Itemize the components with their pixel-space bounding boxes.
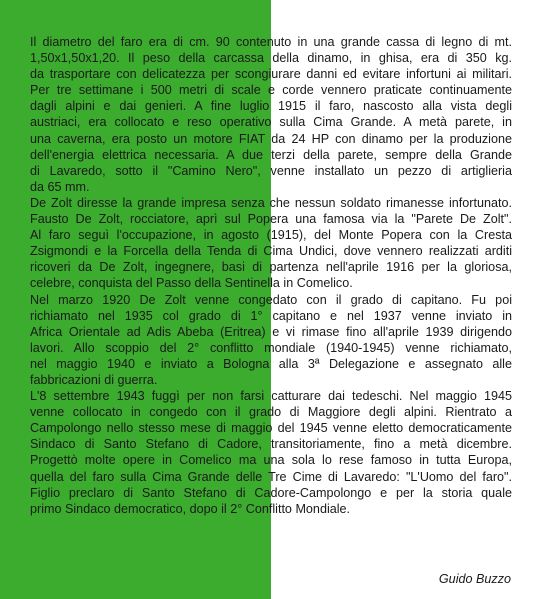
text-line: ricoveri da De Zolt, ingegnere, basi di partenza nell'aprile 1916 per la gloriosa, (30, 260, 512, 275)
text-line: una caverna, era posto un motore FIAT da 24 HP con dinamo per la produzione (30, 131, 512, 146)
paragraph-5 (30, 388, 512, 517)
text-line: Al faro seguì l'occupazione, in agosto (1915), del Monte Popera con la Cresta (30, 228, 512, 243)
text-line: primo Sindaco democratico, dopo il 2° Conflitto Mondiale. (30, 501, 351, 516)
paragraph-4 (30, 292, 512, 389)
paragraph-3 (30, 195, 512, 292)
text-line: venne collocato in congedo con il grado di Maggiore degli alpini. Rientrato a (30, 405, 512, 420)
text-line: di Lavaredo, sotto il "Camino Nero", venne installato un pezzo di artiglieria (30, 163, 512, 178)
text-line: da 65 mm. (30, 179, 90, 194)
text-line: De Zolt diresse la grande impresa senza che nessun soldato rimanesse infortunato. (30, 195, 512, 210)
text-line: Zsigmondi e la Forcella della Tenda di Cima Undici, dove vennero realizzati arditi (30, 244, 512, 259)
text-line: fabbricazioni di guerra. (30, 372, 158, 387)
text-line: Africa Orientale ad Adis Abeba (Eritrea) e vi rimase fino all'aprile 1939 dirigendo (30, 324, 512, 339)
text-line: dell'energia elettrica necessaria. A due terzi della parete, sempre della Grande (30, 147, 512, 162)
text-line: Nel marzo 1920 De Zolt venne congedato con il grado di capitano. Fu poi (30, 292, 512, 307)
text-line: quella del faro sulla Cima Grande delle Tre Cime di Lavaredo: "L'Uomo del faro". (30, 469, 512, 484)
text-line: Progettò molte opere in Comelico ma una sola lo rese famoso in tutta Europa, (30, 453, 512, 468)
text-line: lavori. Allo scoppio del 2° conflitto mondiale (1940-1945) venne richiamato, (30, 340, 512, 355)
text-line: nel maggio 1940 e inviato a Bologna alla 3ª Delegazione e assegnato alle (30, 356, 512, 371)
text-line: Campolongo nello stesso mese di maggio del 1945 venne eletto democraticamente (30, 421, 512, 436)
text-line: Per tre settimane i 500 metri di scale e corde vennero praticate continuamente (30, 83, 512, 98)
paragraph-1 (30, 34, 512, 82)
text-line: richiamato nel 1935 col grado di 1° capitano e nel 1937 venne inviato in (30, 308, 512, 323)
text-line: Fausto De Zolt, rocciatore, aprì sul Popera una famosa via la "Parete De Zolt". (30, 212, 512, 227)
text-line: Sindaco di Santo Stefano di Cadore, transitoriamente, fino a metà dicembre. (30, 437, 512, 452)
text-line: Il diametro del faro era di cm. 90 contenuto in una grande cassa di legno di mt. (30, 35, 512, 49)
text-line: celebre, conquista del Passo della Sentinella in Comelico. (30, 276, 353, 291)
text-line: L'8 settembre 1943 fuggì per non farsi catturare dai tedeschi. Nel maggio 1945 (30, 389, 512, 404)
article-body (30, 34, 512, 517)
text-line: da trasportare con delicatezza per scongiurare danni ed evitare infortuni ai militari. (30, 67, 512, 82)
text-line: austriaci, era collocato e reso operativo sulla Cima Grande. A metà parete, in (30, 115, 512, 130)
text-line: 1,50x1,50x1,20. Il peso della carcassa della dinamo, in ghisa, era di 350 kg. (30, 51, 512, 66)
author-signature: Guido Buzzo (438, 572, 511, 586)
paragraph-2 (30, 82, 512, 195)
text-line: Figlio preclaro di Santo Stefano di Cadore-Campolongo e per la storia quale (30, 485, 512, 500)
text-line: dagli alpini e dai genieri. A fine luglio 1915 il faro, nascosto alla vista degli (30, 99, 512, 114)
